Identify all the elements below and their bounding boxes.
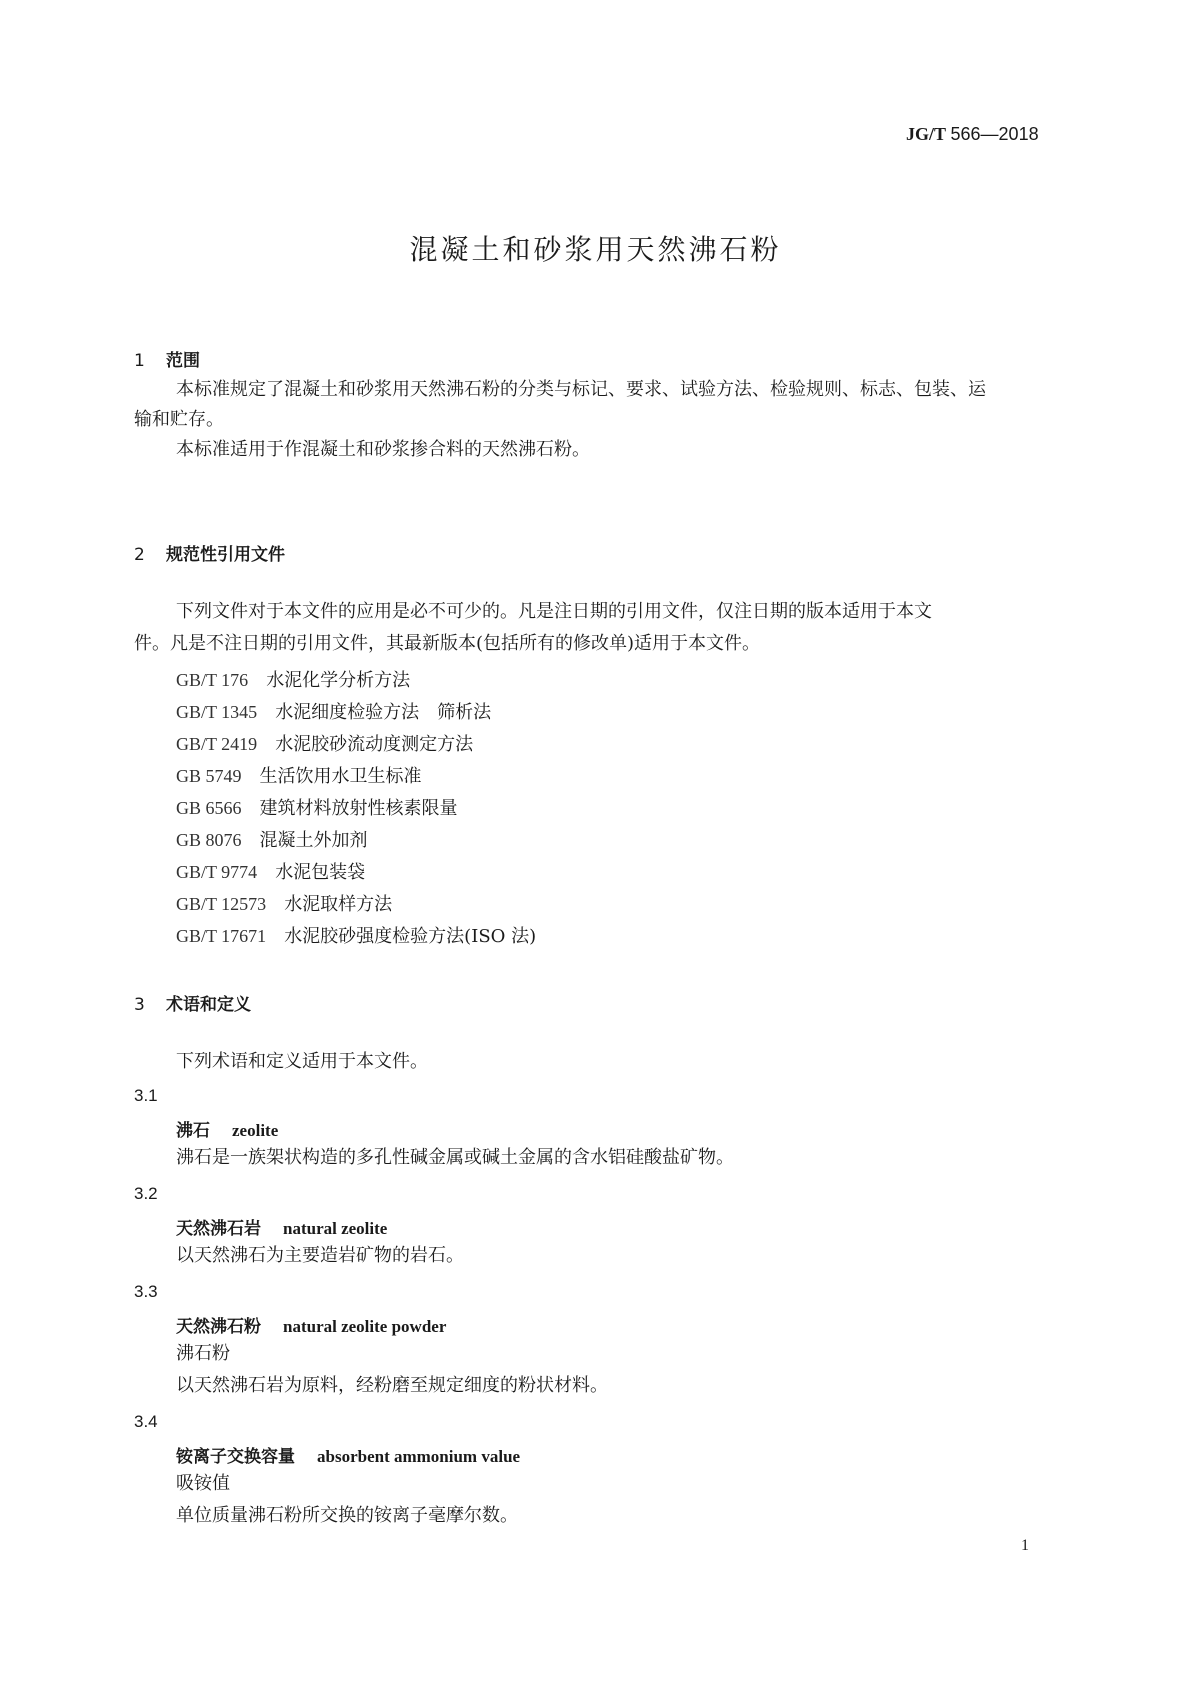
- term-definition: 以天然沸石岩为原料，经粉磨至规定细度的粉状材料。: [176, 1375, 608, 1396]
- section-number: 3: [134, 995, 145, 1015]
- reference-title: 混凝土外加剂: [259, 830, 368, 851]
- term-zh: 铵离子交换容量: [176, 1447, 295, 1467]
- reference-code: GB 6566: [176, 798, 242, 818]
- paragraph: 本标准适用于作混凝土和砂浆掺合料的天然沸石粉。: [176, 439, 590, 460]
- section-heading-1: [134, 346, 200, 371]
- term-entry: [176, 1442, 520, 1467]
- term-synonym: 吸铵值: [176, 1473, 230, 1494]
- standard-code: [906, 124, 1039, 145]
- reference-code: GB/T 1345: [176, 702, 258, 722]
- section-heading-3: [134, 990, 251, 1015]
- reference-item: [176, 762, 422, 788]
- reference-code: GB 8076: [176, 830, 242, 850]
- reference-item: [176, 922, 536, 948]
- reference-code: GB/T 9774: [176, 862, 258, 882]
- reference-code: GB/T 2419: [176, 734, 258, 754]
- document-title: 混凝土和砂浆用天然沸石粉: [409, 233, 782, 266]
- reference-code: GB/T 17671: [176, 926, 267, 946]
- reference-item: [176, 698, 491, 724]
- paragraph-continuation: 输和贮存。: [134, 409, 224, 430]
- section-title: 范围: [166, 351, 200, 371]
- paragraph: 下列术语和定义适用于本文件。: [176, 1051, 428, 1072]
- term-entry: [176, 1116, 278, 1141]
- term-en: zeolite: [232, 1121, 279, 1140]
- reference-title: 水泥细度检验方法 筛析法: [275, 702, 492, 723]
- term-zh: 沸石: [176, 1121, 210, 1141]
- reference-item: [176, 858, 365, 884]
- term-entry: [176, 1214, 387, 1239]
- term-entry: [176, 1312, 446, 1337]
- term-definition: 沸石是一族架状构造的多孔性碱金属或碱土金属的含水铝硅酸盐矿物。: [176, 1147, 734, 1168]
- reference-item: [176, 890, 392, 916]
- section-number: 1: [134, 351, 145, 371]
- reference-item: [176, 794, 458, 820]
- paragraph: 本标准规定了混凝土和砂浆用天然沸石粉的分类与标记、要求、试验方法、检验规则、标志、包装、运: [176, 379, 986, 400]
- clause-number: 3.1: [134, 1086, 158, 1105]
- reference-title: 水泥取样方法: [284, 894, 393, 915]
- paragraph: 下列文件对于本文件的应用是必不可少的。凡是注日期的引用文件，仅注日期的版本适用于本文: [176, 601, 932, 622]
- term-synonym: 沸石粉: [176, 1343, 230, 1364]
- standard-prefix: JG/T: [906, 124, 947, 144]
- clause-number: 3.4: [134, 1412, 158, 1431]
- reference-item: [176, 666, 410, 692]
- reference-code: GB/T 176: [176, 670, 249, 690]
- reference-title: 水泥胶砂强度检验方法(ISO 法): [284, 926, 537, 947]
- reference-item: [176, 730, 473, 756]
- term-definition: 以天然沸石为主要造岩矿物的岩石。: [176, 1245, 464, 1266]
- clause-number: 3.2: [134, 1184, 158, 1203]
- term-zh: 天然沸石粉: [176, 1317, 261, 1337]
- clause-number: 3.3: [134, 1282, 158, 1301]
- reference-title: 建筑材料放射性核素限量: [259, 798, 458, 819]
- page-number: 1: [1021, 1537, 1029, 1554]
- reference-title: 生活饮用水卫生标准: [259, 766, 422, 787]
- term-zh: 天然沸石岩: [176, 1219, 261, 1239]
- reference-title: 水泥胶砂流动度测定方法: [275, 734, 474, 755]
- section-title: 规范性引用文件: [166, 545, 285, 565]
- reference-title: 水泥包装袋: [275, 862, 366, 883]
- term-en: absorbent ammonium value: [317, 1447, 521, 1466]
- term-en: natural zeolite: [283, 1219, 388, 1238]
- reference-title: 水泥化学分析方法: [266, 670, 411, 691]
- standard-number: 566—2018: [950, 124, 1039, 144]
- section-title: 术语和定义: [166, 995, 251, 1015]
- term-definition: 单位质量沸石粉所交换的铵离子毫摩尔数。: [176, 1505, 518, 1526]
- section-number: 2: [134, 545, 145, 565]
- reference-code: GB 5749: [176, 766, 242, 786]
- reference-item: [176, 826, 368, 852]
- paragraph-continuation: 件。凡是不注日期的引用文件，其最新版本(包括所有的修改单)适用于本文件。: [134, 633, 761, 654]
- term-en: natural zeolite powder: [283, 1317, 447, 1336]
- reference-code: GB/T 12573: [176, 894, 267, 914]
- section-heading-2: [134, 540, 285, 565]
